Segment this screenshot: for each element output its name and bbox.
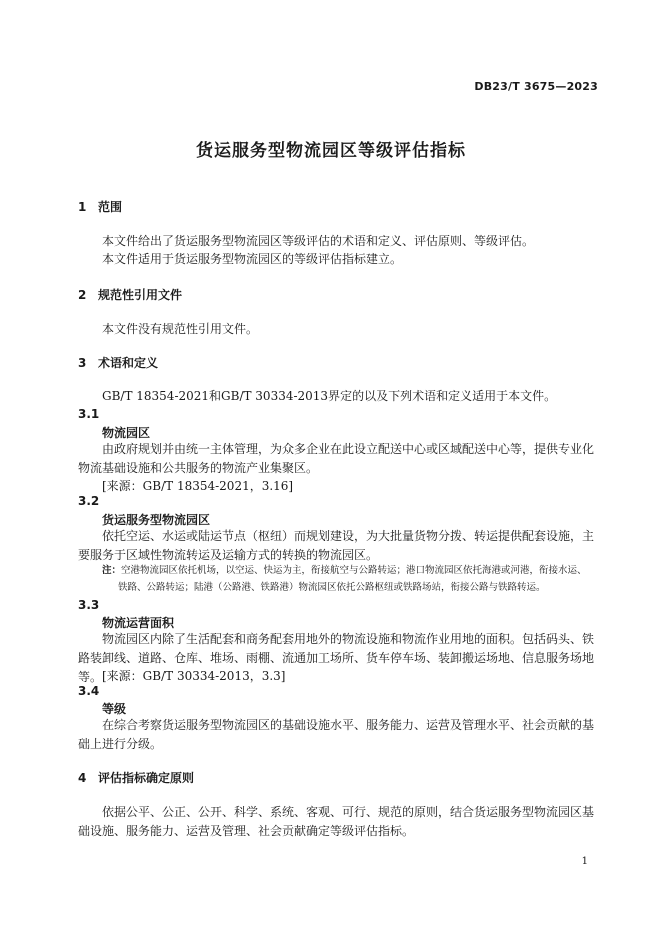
term-name: 物流园区 [102, 426, 151, 440]
document-title: 货运服务型物流园区等级评估指标 [196, 141, 466, 161]
section-number: 4 [78, 771, 87, 785]
term-definition: 由政府规划并由统一主体管理，为众多企业在此设立配送中心或区域配送中心等，提供专业化物流基础设施和公共服务的物流产业集聚区。 [78, 442, 595, 475]
subsection-number: 3.4 [78, 684, 100, 698]
subsection-number: 3.3 [78, 598, 100, 612]
term-definition: 依托空运、水运或陆运节点（枢纽）而规划建设，为大批量货物分拨、转运提供配套设施，主要服务于区域性物流转运及运输方式的转换的物流园区。 [78, 529, 595, 562]
section-2-heading [0, 286, 662, 303]
note-label: 注： [102, 565, 122, 576]
section-number: 3 [78, 356, 87, 370]
term-definition: 物流园区内除了生活配套和商务配套用地外的物流设施和物流作业用地的面积。包括码头、铁路装卸线、道路、仓库、堆场、雨棚、流通加工场所、货车停车场、装卸搬运场地、信息服务场地等。 [78, 632, 595, 684]
section-title: 范围 [98, 200, 123, 214]
section-number: 1 [78, 200, 87, 214]
term-name: 等级 [102, 702, 127, 716]
note-text: 铁路、公路转运；陆港（公路港、铁路港）物流园区依托公路枢纽或铁路场站，衔接公路与铁路转运。 [118, 582, 546, 593]
paragraph: 本文件给出了货运服务型物流园区等级评估的术语和定义、评估原则、等级评估。 [102, 234, 535, 248]
section-4-heading [0, 769, 662, 786]
term-note [0, 562, 662, 596]
term-definition: 在综合考察货运服务型物流园区的基础设施水平、服务能力、运营及管理水平、社会贡献的基础上进行分级。 [78, 718, 595, 751]
term-name: 货运服务型物流园区 [102, 513, 211, 527]
section-3-heading [0, 354, 662, 371]
section-number: 2 [78, 288, 87, 302]
page-number: 1 [581, 856, 588, 867]
subsection-number: 3.2 [78, 494, 100, 508]
section-title: 评估指标确定原则 [98, 771, 195, 785]
section-title: 规范性引用文件 [98, 288, 183, 302]
subsection-number: 3.1 [78, 407, 100, 421]
paragraph: 依据公平、公正、公开、科学、系统、客观、可行、规范的原则，结合货运服务型物流园区基础设施、服务能力、运营及管理、社会贡献确定等级评估指标。 [78, 805, 595, 838]
paragraph: 本文件适用于货运服务型物流园区的等级评估指标建立。 [102, 252, 403, 266]
section-1-heading [0, 198, 662, 215]
term-name: 物流运营面积 [102, 616, 175, 630]
note-text: 空港物流园区依托机场，以空运、快运为主，衔接航空与公路转运；港口物流园区依托海港或河港，衔接水运、 [121, 565, 587, 576]
section-title: 术语和定义 [98, 356, 159, 370]
term-source: [来源：GB/T 30334-2013，3.3] [102, 669, 286, 683]
standard-code: DB23/T 3675—2023 [474, 80, 598, 93]
paragraph: GB/T 18354-2021和GB/T 30334-2013界定的以及下列术语和定义适用于本文件。 [102, 389, 557, 403]
paragraph: 本文件没有规范性引用文件。 [102, 322, 259, 336]
term-source: [来源：GB/T 18354-2021，3.16] [102, 479, 294, 493]
